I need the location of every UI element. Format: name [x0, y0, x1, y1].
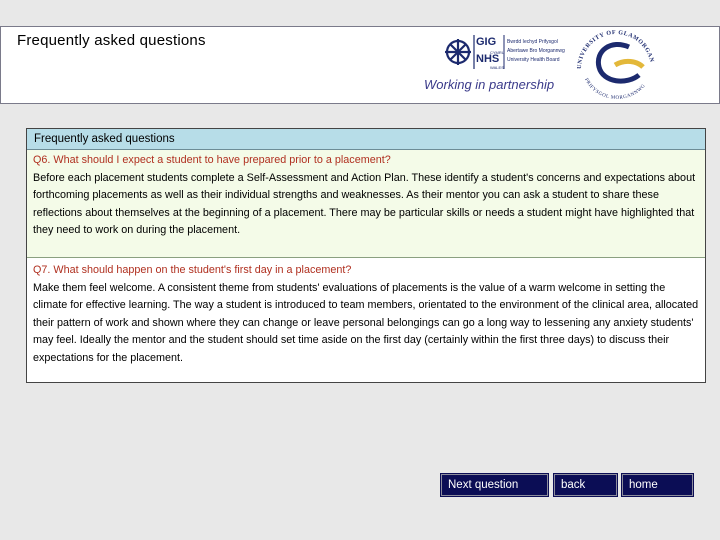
board-name-line3: University Health Board: [507, 57, 560, 63]
gig-text: GIG: [476, 36, 497, 48]
next-question-button[interactable]: Next question: [441, 474, 548, 496]
board-name-line2: Abertawe Bro Morgannwg: [507, 48, 565, 54]
faq-question: Q6. What should I expect a student to have prepared prior to a placement?: [33, 154, 391, 166]
faq-panel: [26, 128, 706, 383]
nhs-text: NHS: [476, 53, 500, 65]
faq-heading: Frequently asked questions: [27, 129, 705, 150]
university-swirl-icon: [598, 44, 643, 81]
faq-question: Q7. What should happen on the student's first day in a placement?: [33, 264, 352, 276]
faq-item-q7: [27, 258, 705, 372]
back-button[interactable]: back: [554, 474, 617, 496]
header-banner: [0, 26, 720, 104]
board-name-line1: Bwrdd Iechyd Prifysgol: [507, 39, 558, 45]
university-welsh-arc: PRIFYSGOL MORGANNWG: [583, 77, 647, 101]
cymru-text: CYMRU: [490, 50, 505, 55]
home-button[interactable]: home: [622, 474, 693, 496]
wales-text: WALES: [490, 65, 504, 70]
university-logo: [571, 29, 661, 101]
faq-answer: Make them feel welcome. A consistent theme from students' evaluations of placements is the value of a warm welcome in setting the climate for effective learning. The way a student is introduced to team members, orientated to the environment of the clinical area, allocated their pattern of work and shown where they can change or leave personal belongings can go a long way to lessening any anxiety students' may feel. Ideally the mentor and the student should set time aside on the first day (certainly within the first three days) to discuss their expectations for the placement.: [33, 281, 699, 364]
faq-answer: Before each placement students complete a Self-Assessment and Action Plan. These identify a student's concerns and expectations about forthcoming placements as well as their individual strengths and weaknesses. As their mentor you can ask a student to share these reflections about themselves at the beginning of a placement. There may be particular skills or needs a student might have highlighted that they need to work on during the placement.: [33, 171, 696, 237]
faq-item-q6: [27, 150, 705, 258]
page-title: Frequently asked questions: [17, 32, 206, 49]
celtic-knot-icon: [445, 39, 471, 65]
partnership-tagline: Working in partnership: [424, 77, 555, 92]
university-name-arc: UNIVERSITY OF GLAMORGAN: [576, 29, 655, 70]
